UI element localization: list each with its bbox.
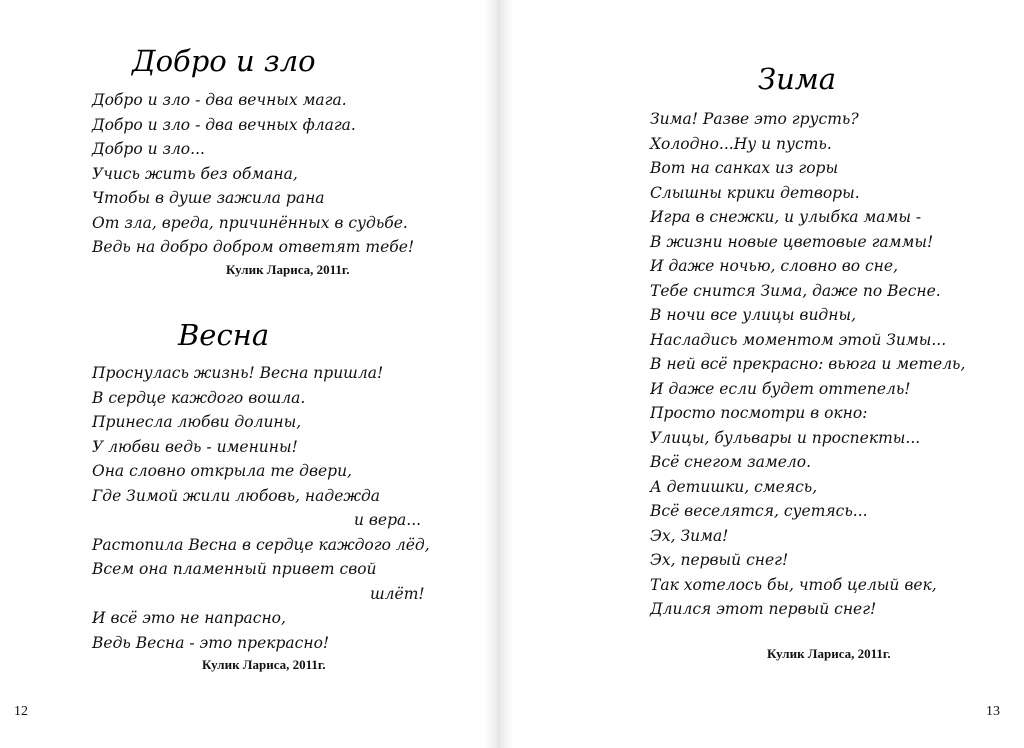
poem-line: И даже если будет оттепель! xyxy=(650,379,911,398)
page-number: 12 xyxy=(14,704,28,719)
poem-line: Слышны крики детворы. xyxy=(650,183,860,202)
poem-line: Она словно открыла те двери, xyxy=(92,462,352,480)
poem-line: Эх, первый снег! xyxy=(650,551,789,569)
author-signature: Кулик Лариса, 2011г. xyxy=(767,646,891,661)
poem-title-dobro-i-zlo: Добро и зло xyxy=(132,44,316,78)
author-signature: Кулик Лариса, 2011г. xyxy=(202,657,326,672)
poem-line: Зима! Разве это грусть? xyxy=(650,110,859,128)
author-signature: Кулик Лариса, 2011г. xyxy=(226,262,350,277)
page-number: 13 xyxy=(986,704,1000,719)
poem-body-zima xyxy=(650,107,965,622)
poem-title-zima: Зима xyxy=(758,62,837,96)
poem-line: И всё это не напрасно, xyxy=(92,609,286,627)
poem-line: Всё веселятся, суетясь... xyxy=(650,502,868,520)
poem-line: Ведь Весна - это прекрасно! xyxy=(92,633,330,652)
poem-line: Всем она пламенный привет свой xyxy=(92,560,377,578)
right-page xyxy=(512,0,1024,748)
poem-line: Добро и зло... xyxy=(92,140,205,158)
poem-line: шлёт! xyxy=(370,584,425,603)
poem-line: Тебе снится Зима, даже по Весне. xyxy=(650,281,941,300)
poem-line: В сердце каждого вошла. xyxy=(92,388,306,407)
poem-line: Чтобы в душе зажила рана xyxy=(92,189,325,207)
poem-line: Насладись моментом этой Зимы... xyxy=(650,330,947,349)
poem-line: Всё снегом замело. xyxy=(650,453,812,471)
poem-line: В ночи все улицы видны, xyxy=(650,306,857,324)
poem-line: Вот на санках из горы xyxy=(650,159,839,177)
poem-line: Проснулась жизнь! Весна пришла! xyxy=(92,364,384,382)
poem-body-dobro-i-zlo xyxy=(92,88,414,260)
poem-line: В жизни новые цветовые гаммы! xyxy=(650,232,934,251)
poem-line: Где Зимой жили любовь, надежда xyxy=(92,486,381,505)
poem-line: В ней всё прекрасно: вьюга и метель, xyxy=(650,355,966,373)
poem-line: Растопила Весна в сердце каждого лёд, xyxy=(92,535,430,554)
poem-line: Ведь на добро добром ответят тебе! xyxy=(92,238,415,256)
poem-line: Принесла любви долины, xyxy=(92,413,302,431)
poem-line: От зла, вреда, причинённых в судьбе. xyxy=(92,213,408,232)
poem-line: и вера... xyxy=(354,511,422,529)
poem-body-vesna xyxy=(92,361,430,655)
poem-line: И даже ночью, словно во сне, xyxy=(650,257,898,275)
poem-line: Добро и зло - два вечных мага. xyxy=(92,91,347,109)
poem-line: Длился этот первый снег! xyxy=(650,600,877,618)
poem-line: А детишки, смеясь, xyxy=(650,477,818,496)
poem-line: Улицы, бульвары и проспекты... xyxy=(650,428,921,447)
poem-line: Холодно...Ну и пусть. xyxy=(650,134,832,153)
poem-title-vesna: Весна xyxy=(178,318,270,352)
poem-line: Так хотелось бы, чтоб целый век, xyxy=(650,575,937,594)
poem-line: Игра в снежки, и улыбка мамы - xyxy=(650,208,922,226)
poem-line: Эх, Зима! xyxy=(650,526,729,545)
poem-line: Учись жить без обмана, xyxy=(92,164,298,183)
poem-line: Добро и зло - два вечных флага. xyxy=(92,115,356,134)
poem-line: У любви ведь - именины! xyxy=(92,437,298,456)
poem-line: Просто посмотри в окно: xyxy=(650,404,868,422)
left-page xyxy=(0,0,500,748)
